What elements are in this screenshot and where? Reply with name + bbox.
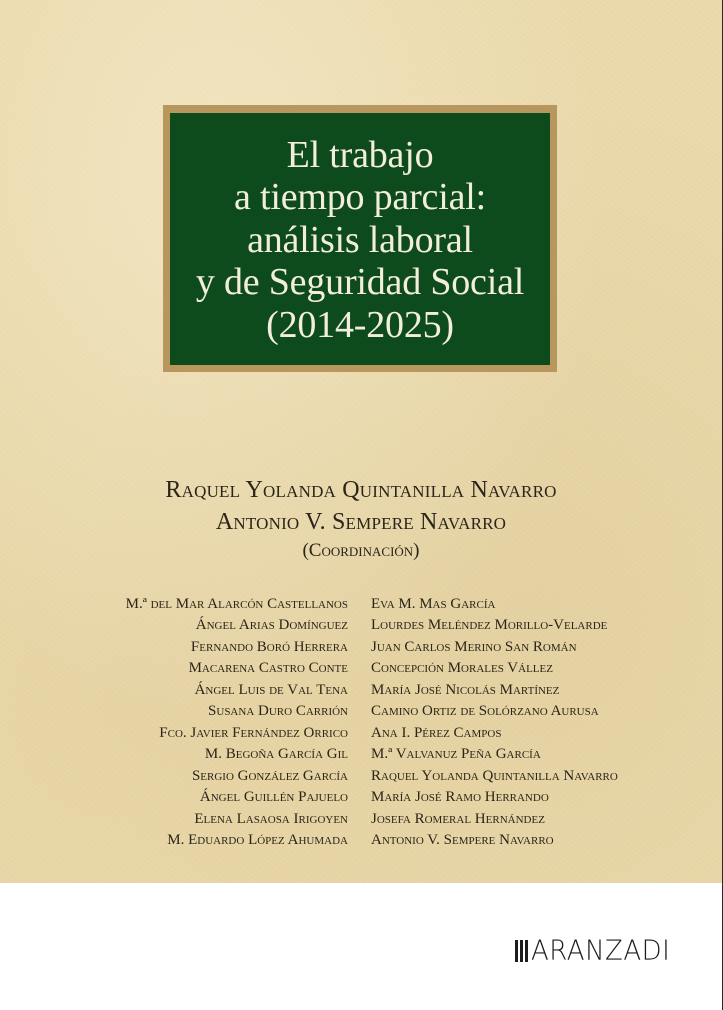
- author-name: Fco. Javier Fernández Orrico: [159, 724, 348, 741]
- coordinators: [0, 474, 722, 564]
- coordinator-name: Antonio V. Sempere Navarro: [215, 509, 507, 535]
- author-name: Susana Duro Carrión: [208, 703, 348, 720]
- barcode-bars-icon: [515, 940, 528, 962]
- author-name: Elena Lasaosa Irigoyen: [194, 810, 348, 827]
- author-name: María José Nicolás Martínez: [371, 681, 560, 698]
- author-column-left: [126, 594, 348, 851]
- author-name: Lourdes Meléndez Morillo-Velarde: [371, 617, 608, 634]
- author-name: M. Eduardo López Ahumada: [167, 831, 348, 848]
- author-name: Ana I. Pérez Campos: [371, 724, 502, 741]
- author-name: Raquel Yolanda Quintanilla Navarro: [371, 767, 618, 784]
- author-name: Ángel Luis de Val Tena: [194, 681, 348, 698]
- author-name: Ángel Guillén Pajuelo: [199, 789, 348, 806]
- publisher-logo: [515, 935, 671, 967]
- author-column-right: [371, 594, 618, 851]
- author-name: Ángel Arias Domínguez: [195, 617, 348, 634]
- publisher-name: ARANZADI: [531, 935, 671, 967]
- title-line-5: (2014-2025): [266, 303, 454, 346]
- coordinator-role: (Coordinación): [302, 540, 420, 561]
- title-line-1: El trabajo: [286, 133, 434, 176]
- author-name: M.ª Valvanuz Peña García: [371, 746, 541, 763]
- author-name: Sergio González García: [191, 767, 348, 784]
- title-line-3: análisis laboral: [247, 218, 473, 261]
- author-name: Fernando Boró Herrera: [190, 638, 348, 655]
- title-line-2: a tiempo parcial:: [234, 176, 486, 219]
- title-line-4: y de Seguridad Social: [195, 261, 525, 304]
- author-name: Josefa Romeral Hernández: [371, 810, 545, 827]
- author-name: Camino Ortiz de Solórzano Aurusa: [371, 703, 599, 720]
- author-name: María José Ramo Herrando: [371, 789, 549, 806]
- title-frame: [163, 105, 557, 372]
- title-box: [170, 113, 550, 365]
- author-name: Antonio V. Sempere Navarro: [371, 831, 554, 848]
- author-name: Juan Carlos Merino San Román: [371, 638, 577, 655]
- coordinator-name: Raquel Yolanda Quintanilla Navarro: [165, 477, 557, 503]
- author-name: Macarena Castro Conte: [188, 660, 348, 677]
- author-name: Eva M. Mas García: [371, 596, 496, 612]
- author-name: Concepción Morales Vállez: [371, 660, 553, 677]
- author-name: M. Begoña García Gil: [204, 746, 348, 763]
- author-name: M.ª del Mar Alarcón Castellanos: [125, 596, 348, 612]
